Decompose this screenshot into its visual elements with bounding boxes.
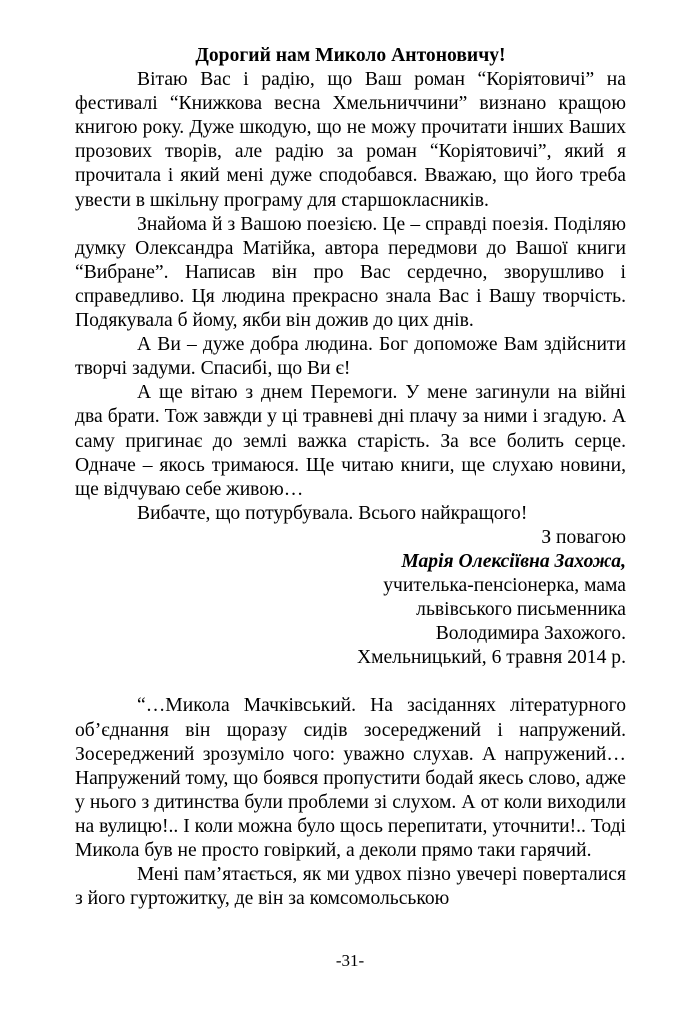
signature-place-date: Хмельницький, 6 травня 2014 р.	[356, 647, 626, 669]
signature-closing: З повагою	[541, 526, 626, 548]
signature-line: Володимира Захожого.	[435, 623, 626, 645]
section-gap	[75, 670, 626, 694]
letter-paragraph: А Ви – дуже добра людина. Бог допоможе Вам здійснити творчі задуми. Спасибі, що Ви є!	[75, 334, 626, 380]
signature-line: учителька-пенсіонерка, мама	[383, 575, 626, 597]
signature-line: львівського письменника	[416, 599, 626, 621]
letter-paragraph: А ще вітаю з днем Перемоги. У мене загинули на війні два брати. Тож завжди у ці травневі дні плачу за ними і згадую. А саму пригинає до землі важка старість. За все болить серце. Одначе – якось тримаюся. Ще читаю книги, ще слухаю новини, ще відчуваю себе живою…	[75, 382, 626, 500]
letter-title: Дорогий нам Миколо Антоновичу!	[195, 45, 506, 66]
letter-paragraph: Вибачте, що потурбувала. Всього найкращого!	[137, 502, 528, 524]
signature-name: Марія Олексіївна Захожа,	[401, 550, 626, 572]
letter-paragraph: Знайома й з Вашою поезією. Це – справді поезія. Поділяю думку Олександра Матійка, автора передмови до Вашої книги “Вибране”. Написав він про Вас сердечно, зворушливо і справедливо. Ця людина прекрасно знала Вас і Вашу творчість. Подякувала б йому, якби він дожив до цих днів.	[75, 213, 626, 332]
letter-paragraph: Вітаю Вас і радію, що Ваш роман “Коріятовичі” на фестивалі “Книжкова весна Хмельниччини” визнано кращою книгою року. Дуже шкодую, що не можу прочитати інших Ваших прозових творів, але радію за роман “Коріятовичі”, який я прочитала і який мені дуже сподобався. Вважаю, що його треба увести в шкільну програму для старшокласників.	[75, 69, 626, 211]
page-body	[75, 44, 626, 911]
memoir-paragraph: Мені пам’ятається, як ми удвох пізно увечері поверталися з його гуртожитку, де він за комсомольською	[75, 864, 626, 910]
memoir-paragraph: “…Микола Мачківський. На засіданнях літературного об’єднання він щоразу сидів зосереджений і напружений. Зосереджений зрозуміло чого: уважно слухав. А напружений… Напружений тому, що боявся пропустити бодай якесь слово, адже у нього з дитинства були проблеми зі слухом. А от коли виходили на вулицю!.. І коли можна було щось перепитати, уточнити!.. Тоді Микола був не просто говіркий, а деколи прямо таки гарячий.	[75, 695, 626, 861]
letter-signature	[75, 526, 626, 671]
page-number: -31-	[335, 951, 365, 970]
